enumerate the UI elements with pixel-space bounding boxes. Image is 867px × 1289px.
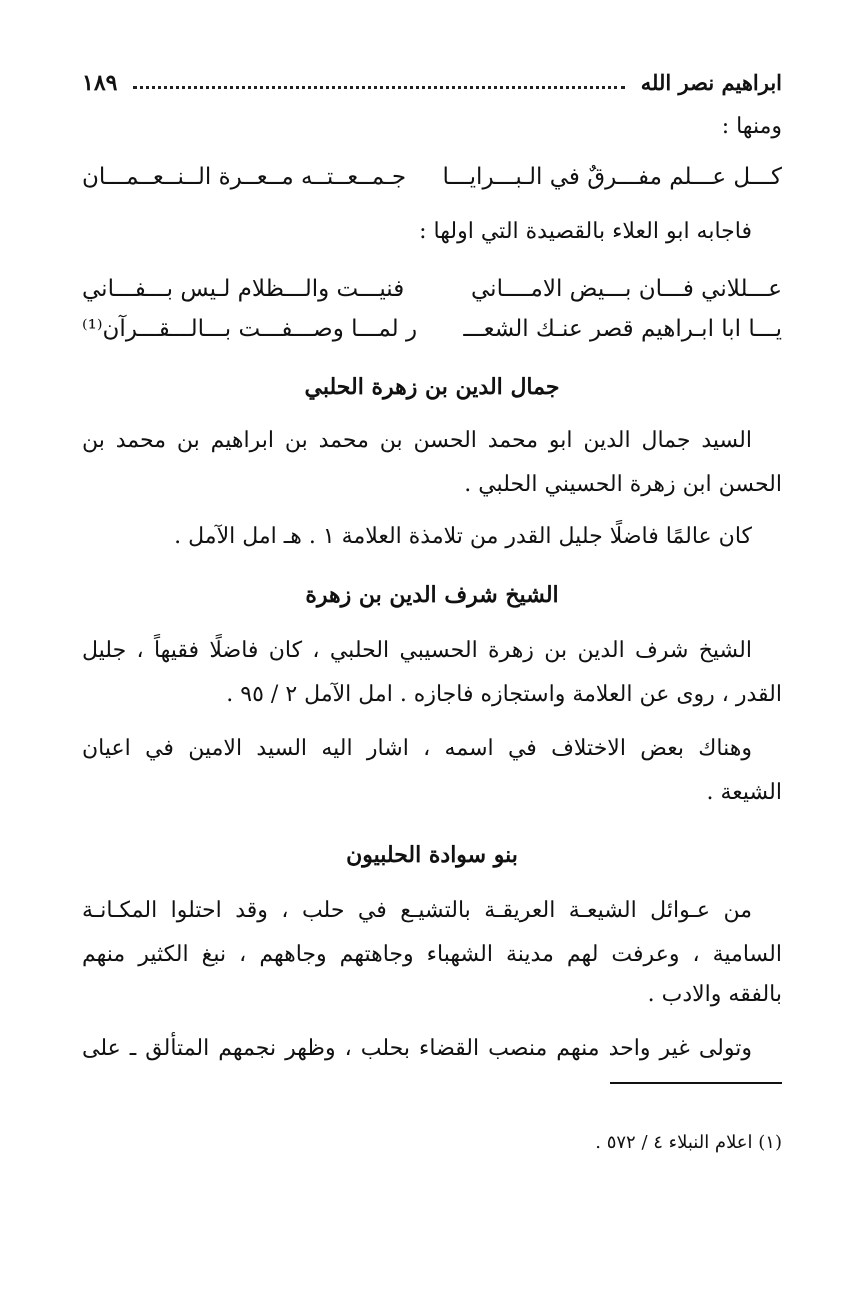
verse-hemistich-first: كـــل عـــلم مفـــرقٌ في الـبـــرايـــا bbox=[442, 164, 782, 190]
verse-line bbox=[82, 312, 782, 346]
section-heading: بنو سوادة الحلبيون bbox=[346, 842, 518, 868]
footnote-separator bbox=[610, 1082, 782, 1084]
text-line: السيد جمال الدين ابو محمد الحسن بن محمد بن ابراهيم بن محمد بن bbox=[82, 428, 752, 453]
text-line: وتولى غير واحد منهم منصب القضاء بحلب ، وظهر نجمهم المتألق ـ على bbox=[82, 1036, 752, 1061]
verse-hemistich-second: فنيـــت والـــظلام لـيس بـــفـــاني bbox=[82, 276, 405, 302]
verse-line bbox=[82, 272, 782, 306]
text-line: السامية ، وعرفت لهم مدينة الشهباء وجاهتهم وجاههم ، نبغ الكثير منهم bbox=[82, 942, 782, 967]
text-line: الشيعة . bbox=[706, 780, 782, 805]
text-line: بالفقه والادب . bbox=[647, 982, 782, 1007]
text-line: من عـوائل الشيعـة العريقـة بالتشيـع في حلب ، وقد احتلوا المكـانـة bbox=[82, 898, 752, 923]
text-line: الشيخ شرف الدين بن زهرة الحسيبي الحلبي ، كان فاضلًا فقيهاً ، جليل bbox=[82, 638, 752, 663]
verse-hemistich-second: جـمــعــتــه مــعــرة الــنــعــمـــان bbox=[82, 164, 407, 190]
verse-line bbox=[82, 160, 782, 194]
footnote: (١) اعلام النبلاء ٤ / ٥٧٢ . bbox=[595, 1132, 782, 1153]
running-header bbox=[82, 66, 782, 100]
text-line: فاجابه ابو العلاء بالقصيدة التي اولها : bbox=[419, 219, 752, 244]
text-line: ومنها : bbox=[721, 114, 782, 139]
page-number: ١٨٩ bbox=[82, 70, 118, 96]
header-leader-dots bbox=[133, 86, 624, 89]
section-heading: الشيخ شرف الدين بن زهرة bbox=[305, 582, 559, 608]
text-line: وهناك بعض الاختلاف في اسمه ، اشار اليه السيد الامين في اعيان bbox=[82, 736, 752, 761]
verse-hemistich-first: عـــللاني فـــان بـــيض الامــــاني bbox=[471, 276, 782, 302]
section-heading: جمال الدين بن زهرة الحلبي bbox=[304, 374, 560, 400]
verse-hemistich-second: ر لمـــا وصـــفـــت بـــالـــقـــرآن⁽¹⁾ bbox=[82, 316, 418, 342]
text-line: كان عالمًا فاضلًا جليل القدر من تلامذة العلامة ١ . هـ امل الآمل . bbox=[174, 524, 752, 549]
text-line: الحسن ابن زهرة الحسيني الحلبي . bbox=[464, 472, 782, 497]
verse-hemistich-first: يـــا ابا ابـراهيم قصر عنـك الشعـــ bbox=[463, 316, 782, 342]
text-line: القدر ، روى عن العلامة واستجازه فاجازه . امل الآمل ٢ / ٩٥ . bbox=[226, 682, 782, 707]
header-title: ابراهيم نصر الله bbox=[640, 70, 782, 95]
